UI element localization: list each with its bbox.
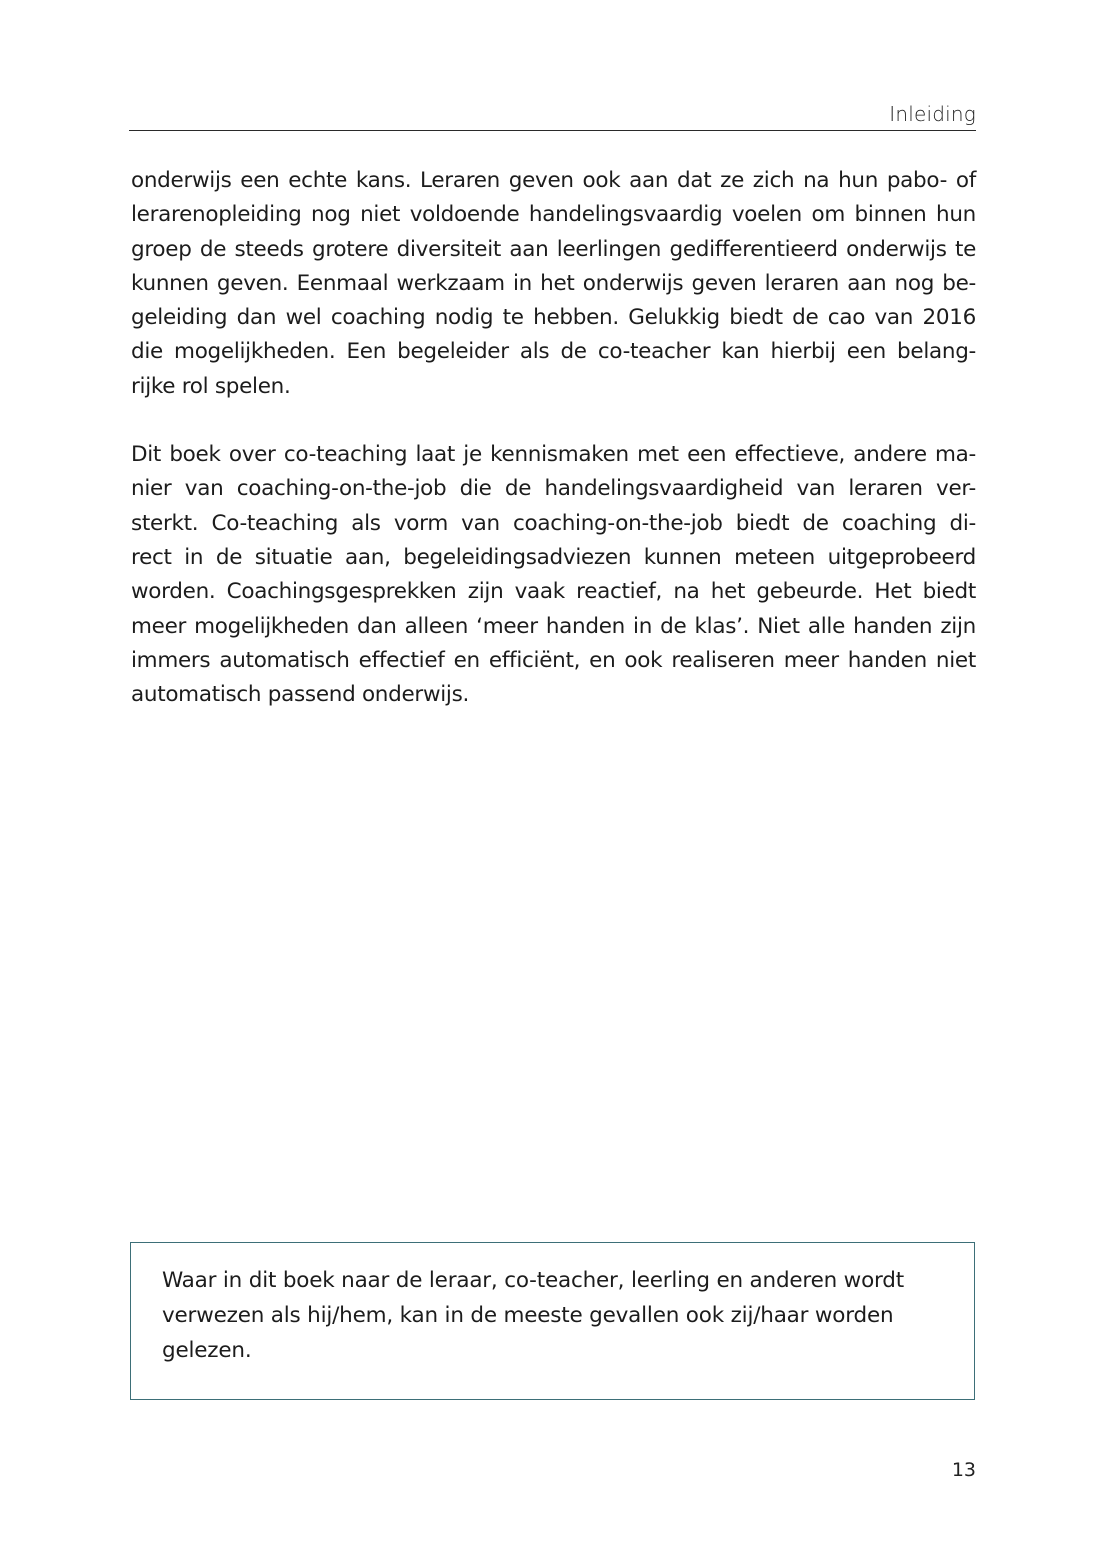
running-title: Inleiding [889,102,976,126]
page-number: 13 [951,1459,976,1481]
paragraph-2 [131,438,976,712]
body-text [131,164,976,712]
text-line: onderwijs een echte kans. Leraren geven ook aan dat ze zich na hun pabo- of [131,168,976,193]
text-line: sterkt. Co-teaching als vorm van coaching-on-the-job biedt de coaching di- [131,510,976,536]
text-line: worden. Coachingsgesprekken zijn vaak reactief, na het gebeurde. Het biedt [131,579,976,605]
paragraph-1 [131,164,976,404]
text-line: nier van coaching-on-the-job die de handelingsvaardigheid van leraren ver- [131,476,976,502]
text-line: immers automatisch effectief en efficiënt, en ook realiseren meer handen niet [131,647,976,673]
text-line: die mogelijkheden. Een begeleider als de co-teacher kan hierbij een belang- [131,339,976,365]
text-line: groep de steeds grotere diversiteit aan leerlingen gedifferentieerd onderwijs te [131,236,976,262]
text-line: rect in de situatie aan, begeleidingsadviezen kunnen meteen uitgeprobeerd [131,544,976,570]
notice-box [130,1242,975,1400]
notice-text: Waar in dit boek naar de leraar, co-teacher, leerling en anderen wordt verwezen als hij/hem, kan in de meeste gevallen ook zij/haar worden gelezen. [162,1268,904,1363]
text-line: meer mogelijkheden dan alleen ‘meer handen in de klas’. Niet alle handen zijn [131,613,976,639]
text-line: rijke rol spelen. [131,373,291,399]
running-header [129,100,976,131]
text-line: automatisch passend onderwijs. [131,682,470,708]
text-line: geleiding dan wel coaching nodig te hebben. Gelukkig biedt de cao van 2016 [131,305,976,331]
text-line: kunnen geven. Eenmaal werkzaam in het onderwijs geven leraren aan nog be- [131,270,976,296]
text-line: Dit boek over co-teaching laat je kennismaken met een effectieve, andere ma- [131,442,976,468]
text-line: lerarenopleiding nog niet voldoende handelingsvaardig voelen om binnen hun [131,202,976,228]
